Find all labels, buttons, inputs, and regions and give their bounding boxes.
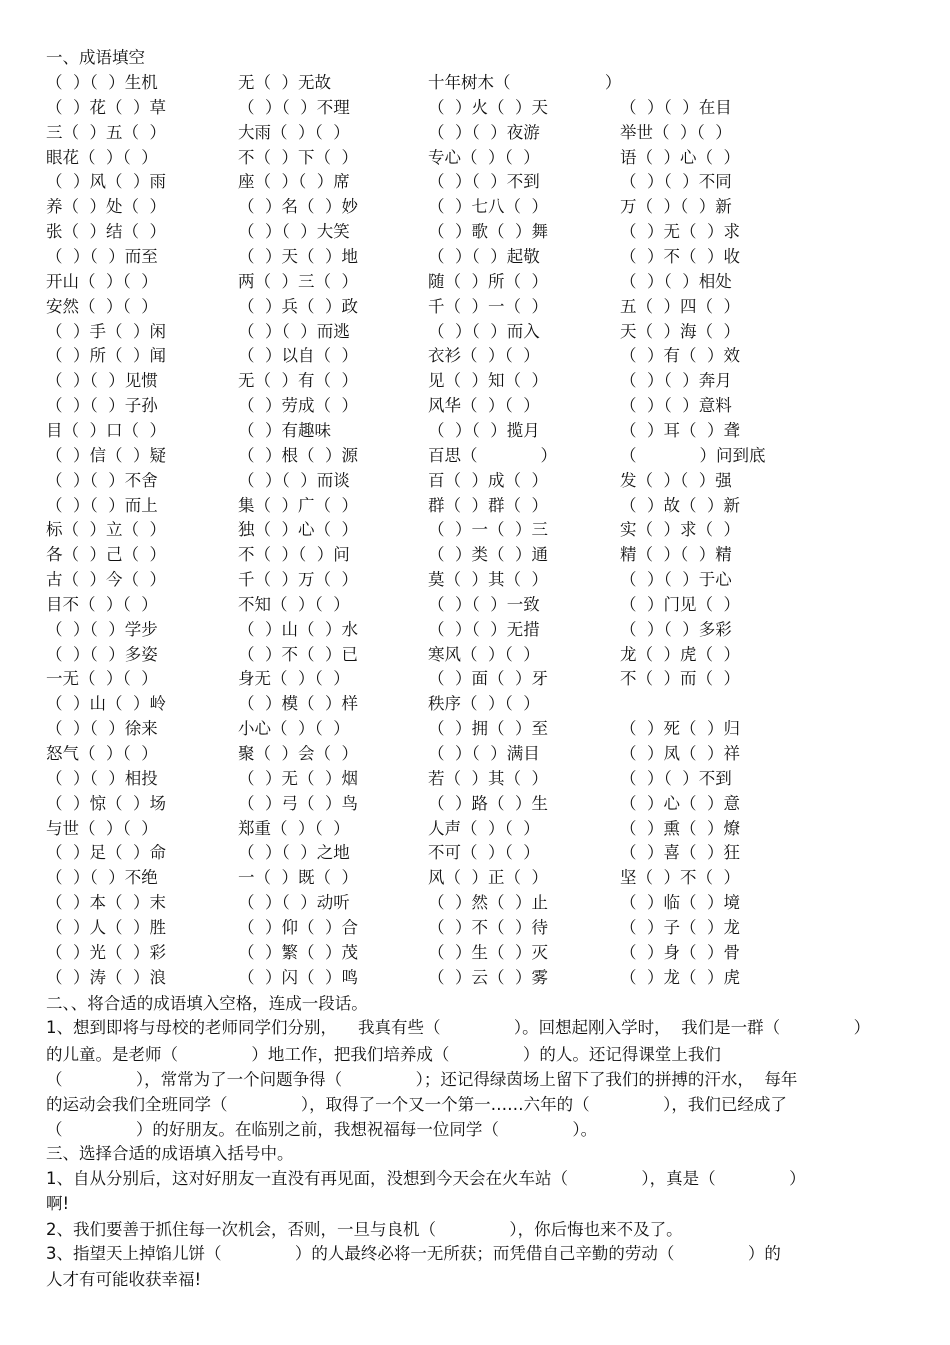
idiom-blank: 目不（ ）（ ）	[46, 594, 158, 614]
idiom-row	[0, 220, 950, 244]
idiom-row	[0, 121, 950, 145]
idiom-row	[0, 344, 950, 368]
idiom-row	[0, 270, 950, 294]
idiom-blank: 天（ ）海（ ）	[620, 321, 740, 341]
idiom-blank: 集（ ）广（ ）	[238, 495, 358, 515]
idiom-blank: （ ）不（ ）已	[238, 644, 358, 664]
idiom-blank: （ ）有（ ）效	[620, 346, 740, 366]
idiom-blank: （ ）熏（ ）燎	[620, 818, 740, 838]
paragraph-line: 的运动会我们全班同学（ ），取得了一个又一个第一……六年的（ ），我们已经成了	[46, 1095, 787, 1114]
idiom-blank: 人声（ ）（ ）	[428, 818, 540, 838]
idiom-blank: 怒气（ ）（ ）	[46, 744, 158, 763]
idiom-row	[0, 618, 950, 642]
idiom-blank: （ ）无（ ）烟	[238, 768, 358, 788]
idiom-blank: 五（ ）四（ ）	[620, 296, 740, 316]
idiom-blank: 不（ ）而（ ）	[620, 669, 740, 689]
idiom-blank: 随（ ）所（ ）	[428, 271, 548, 291]
idiom-blank: 独（ ）心（ ）	[238, 520, 358, 540]
idiom-blank: （ ）（ ）意料	[620, 396, 732, 416]
section1-title: 一、成语填空	[46, 48, 145, 67]
idiom-blank: （ ）（ ）不到	[620, 768, 732, 788]
idiom-row	[0, 916, 950, 940]
idiom-blank: （ ）不（ ）收	[620, 247, 740, 266]
idiom-blank: （ ）兵（ ）政	[238, 296, 358, 316]
idiom-row	[0, 817, 950, 841]
idiom-blank: 不（ ）（ ）问	[238, 545, 350, 565]
idiom-blank: 坚（ ）不（ ）	[620, 868, 740, 888]
idiom-row	[0, 841, 950, 865]
idiom-blank: 眼花（ ）（ ）	[46, 147, 158, 167]
question-line: 1、自从分别后，这对好朋友一直没有再见面，没想到今天会在火车站（ ），真是（ ）	[46, 1169, 806, 1188]
question-line: 3、指望天上掉馅儿饼（ ）的人最终必将一无所获；而凭借自己辛勤的劳动（ ）的	[46, 1244, 781, 1263]
idiom-blank: 若（ ）其（ ）	[428, 768, 548, 788]
idiom-blank: 精（ ）（ ）精	[620, 545, 732, 565]
idiom-row	[0, 146, 950, 170]
idiom-row	[0, 71, 950, 95]
idiom-blank: （ ）（ ）不同	[620, 172, 732, 192]
idiom-blank: 秩序（ ）（ ）	[428, 694, 540, 714]
idiom-blank: （ ）（ ）大笑	[238, 222, 350, 242]
idiom-blank: 一（ ）既（ ）	[238, 868, 358, 888]
idiom-blank: （ ）本（ ）末	[46, 893, 166, 913]
idiom-row	[0, 419, 950, 443]
idiom-row	[0, 717, 950, 741]
section3-title: 三、选择合适的成语填入括号中。	[46, 1144, 294, 1163]
idiom-blank: （ ）身（ ）骨	[620, 942, 740, 962]
idiom-blank: 万（ ）（ ）新	[620, 197, 732, 217]
idiom-blank: （ ）天（ ）地	[238, 247, 358, 266]
idiom-blank: （ ）（ ）学步	[46, 619, 158, 639]
idiom-blank: （ ）（ ）徐来	[46, 719, 158, 739]
idiom-blank: 专心（ ）（ ）	[428, 147, 540, 167]
idiom-blank: 座（ ）（ ）席	[238, 172, 350, 192]
idiom-row	[0, 792, 950, 816]
idiom-blank: 百思（ ）	[428, 445, 557, 465]
idiom-blank: 三（ ）五（ ）	[46, 122, 166, 142]
idiom-blank: （ ）（ ）夜游	[428, 122, 540, 142]
idiom-blank: （ ）（ ）见惯	[46, 371, 158, 391]
idiom-blank: （ ）山（ ）岭	[46, 694, 166, 714]
idiom-blank: 张（ ）结（ ）	[46, 222, 166, 242]
question-line: 啊!	[46, 1194, 70, 1213]
idiom-blank: （ ）（ ）奔月	[620, 371, 732, 391]
idiom-row	[0, 295, 950, 319]
question-line: 人才有可能收获幸福!	[46, 1270, 202, 1289]
idiom-blank: （ ）然（ ）止	[428, 893, 548, 913]
idiom-blank: （ ）山（ ）水	[238, 619, 358, 639]
idiom-blank: （ ）（ ）起敬	[428, 247, 540, 266]
idiom-row	[0, 891, 950, 915]
idiom-blank: （ ）（ ）之地	[238, 843, 350, 863]
paragraph-line: （ ）的好朋友。在临别之前，我想祝福每一位同学（ ）。	[46, 1120, 598, 1139]
idiom-blank: （ ）心（ ）意	[620, 793, 740, 813]
idiom-blank: （ ）（ ）动听	[238, 893, 350, 913]
idiom-blank: （ ）繁（ ）茂	[238, 942, 358, 962]
idiom-blank: 一无（ ）（ ）	[46, 669, 158, 689]
section2-title: 二、、将合适的成语填入空格，连成一段话。	[46, 994, 368, 1013]
question-line: 2、我们要善于抓住每一次机会，否则，一旦与良机（ ），你后悔也来不及了。	[46, 1220, 683, 1239]
idiom-blank: （ ）花（ ）草	[46, 97, 166, 117]
idiom-blank: 目（ ）口（ ）	[46, 420, 166, 440]
idiom-blank: 群（ ）群（ ）	[428, 495, 548, 515]
idiom-blank: （ ）（ ）而至	[46, 247, 158, 266]
idiom-blank: （ ）劳成（ ）	[238, 396, 358, 416]
idiom-blank: 十年树木（ ）	[428, 73, 622, 92]
idiom-blank: （ ）风（ ）雨	[46, 172, 166, 192]
idiom-row	[0, 866, 950, 890]
idiom-blank: （ ）子（ ）龙	[620, 917, 740, 937]
idiom-blank: （ ）拥（ ）至	[428, 719, 548, 739]
idiom-blank: （ ）生（ ）灭	[428, 942, 548, 962]
idiom-blank: （ ）火（ ）天	[428, 97, 548, 117]
idiom-blank: （ ）（ ）揽月	[428, 420, 540, 440]
idiom-blank: 各（ ）己（ ）	[46, 545, 166, 565]
idiom-row	[0, 692, 950, 716]
idiom-row	[0, 518, 950, 542]
idiom-row	[0, 667, 950, 691]
idiom-blank: （ ）（ ）多彩	[620, 619, 732, 639]
idiom-blank: 大雨（ ）（ ）	[238, 122, 350, 142]
idiom-blank: 两（ ）三（ ）	[238, 271, 358, 291]
idiom-blank: 无（ ）无故	[238, 73, 331, 92]
idiom-blank: （ ）类（ ）通	[428, 545, 548, 565]
idiom-blank: 实（ ）求（ ）	[620, 520, 740, 540]
idiom-blank: （ ）以自（ ）	[238, 346, 358, 366]
idiom-blank: 不（ ）下（ ）	[238, 147, 358, 167]
idiom-blank: （ ）门见（ ）	[620, 594, 740, 614]
idiom-blank: （ ）（ ）生机	[46, 73, 158, 92]
idiom-blank: （ ）耳（ ）聋	[620, 420, 740, 440]
idiom-row	[0, 941, 950, 965]
idiom-row	[0, 394, 950, 418]
idiom-row	[0, 742, 950, 766]
idiom-row	[0, 170, 950, 194]
idiom-blank: （ ）（ ）不绝	[46, 868, 158, 888]
idiom-blank: （ ）龙（ ）虎	[620, 967, 740, 987]
idiom-blank: （ ）足（ ）命	[46, 843, 166, 863]
idiom-blank: （ ）（ ）在目	[620, 97, 732, 117]
idiom-row	[0, 320, 950, 344]
idiom-blank: （ ）（ ）不舍	[46, 470, 158, 490]
idiom-blank: 标（ ）立（ ）	[46, 520, 166, 540]
idiom-blank: （ ）手（ ）闲	[46, 321, 166, 341]
idiom-blank: 小心（ ）（ ）	[238, 719, 350, 739]
idiom-blank: 百（ ）成（ ）	[428, 470, 548, 490]
idiom-blank: （ ）凤（ ）祥	[620, 744, 740, 763]
idiom-blank: （ ）有趣味	[238, 420, 331, 440]
idiom-blank: （ ）所（ ）闻	[46, 346, 166, 366]
idiom-blank: （ ）光（ ）彩	[46, 942, 166, 962]
idiom-blank: （ ）（ ）相处	[620, 271, 732, 291]
idiom-blank: （ ）（ ）而逃	[238, 321, 350, 341]
idiom-blank: （ ）（ ）相投	[46, 768, 158, 788]
idiom-blank: 无（ ）有（ ）	[238, 371, 358, 391]
idiom-blank: （ ）仰（ ）合	[238, 917, 358, 937]
idiom-blank: （ ）（ ）一致	[428, 594, 540, 614]
idiom-row	[0, 245, 950, 269]
idiom-blank: （ ）（ ）而入	[428, 321, 540, 341]
idiom-row	[0, 568, 950, 592]
idiom-blank: （ ）（ ）于心	[620, 570, 732, 589]
idiom-row	[0, 369, 950, 393]
idiom-blank: （ ）（ ）无措	[428, 619, 540, 639]
idiom-blank: （ ）（ ）多姿	[46, 644, 158, 664]
idiom-blank: 不可（ ）（ ）	[428, 843, 540, 863]
idiom-row	[0, 543, 950, 567]
idiom-blank: （ ）喜（ ）狂	[620, 843, 740, 863]
idiom-blank: （ ）涛（ ）浪	[46, 967, 166, 987]
idiom-blank: （ ）临（ ）境	[620, 893, 740, 913]
idiom-blank: （ ）（ ）而谈	[238, 470, 350, 490]
idiom-blank: （ ）人（ ）胜	[46, 917, 166, 937]
idiom-blank: 风华（ ）（ ）	[428, 396, 540, 416]
idiom-blank: 风（ ）正（ ）	[428, 868, 548, 888]
idiom-blank: （ ）（ ）而上	[46, 495, 158, 515]
idiom-row	[0, 494, 950, 518]
idiom-blank: 身无（ ）（ ）	[238, 669, 350, 689]
idiom-blank: （ ）根（ ）源	[238, 445, 358, 465]
paragraph-line: 1、想到即将与母校的老师同学们分别， 我真有些（ ）。回想起刚入学时， 我们是一群（ ）	[46, 1018, 871, 1037]
idiom-blank: 寒风（ ）（ ）	[428, 644, 540, 664]
paragraph-line: 的儿童。是老师（ ）地工作，把我们培养成（ ）的人。还记得课堂上我们	[46, 1045, 721, 1064]
idiom-blank: 千（ ）一（ ）	[428, 296, 548, 316]
idiom-row	[0, 767, 950, 791]
idiom-blank: （ ）一（ ）三	[428, 520, 548, 540]
idiom-blank: （ ）闪（ ）鸣	[238, 967, 358, 987]
idiom-blank: 安然（ ）（ ）	[46, 296, 158, 316]
idiom-row	[0, 96, 950, 120]
idiom-row	[0, 444, 950, 468]
idiom-blank: （ ）面（ ）牙	[428, 669, 548, 689]
idiom-row	[0, 643, 950, 667]
idiom-row	[0, 469, 950, 493]
idiom-blank: （ ）歌（ ）舞	[428, 222, 548, 242]
idiom-blank: 千（ ）万（ ）	[238, 570, 358, 589]
idiom-row	[0, 593, 950, 617]
idiom-blank: （ ）无（ ）求	[620, 222, 740, 242]
idiom-blank: （ ）不（ ）待	[428, 917, 548, 937]
idiom-row	[0, 195, 950, 219]
idiom-blank: （ ）七八（ ）	[428, 197, 548, 217]
idiom-blank: （ ）（ ）不到	[428, 172, 540, 192]
idiom-blank: （ ）模（ ）样	[238, 694, 358, 714]
idiom-blank: （ ）信（ ）疑	[46, 445, 166, 465]
paragraph-line: （ ），常常为了一个问题争得（ ）；还记得绿茵场上留下了我们的拼搏的汗水， 每年	[46, 1070, 798, 1089]
idiom-blank: （ ）惊（ ）场	[46, 793, 166, 813]
idiom-blank: 莫（ ）其（ ）	[428, 570, 548, 589]
idiom-blank: 见（ ）知（ ）	[428, 371, 548, 391]
idiom-blank: （ ）名（ ）妙	[238, 197, 358, 217]
idiom-blank: 古（ ）今（ ）	[46, 570, 166, 589]
idiom-blank: 发（ ）（ ）强	[620, 470, 732, 490]
idiom-blank: 养（ ）处（ ）	[46, 197, 166, 217]
idiom-blank: （ ）弓（ ）鸟	[238, 793, 358, 813]
idiom-blank: 龙（ ）虎（ ）	[620, 644, 740, 664]
idiom-blank: 聚（ ）会（ ）	[238, 744, 358, 763]
idiom-blank: （ ）故（ ）新	[620, 495, 740, 515]
idiom-blank: 与世（ ）（ ）	[46, 818, 158, 838]
idiom-blank: （ ）（ ）子孙	[46, 396, 158, 416]
idiom-blank: 语（ ）心（ ）	[620, 147, 740, 167]
idiom-blank: （ ）问到底	[620, 445, 766, 465]
idiom-blank: （ ）死（ ）归	[620, 719, 740, 739]
idiom-blank: （ ）路（ ）生	[428, 793, 548, 813]
idiom-blank: 郑重（ ）（ ）	[238, 818, 350, 838]
idiom-blank: 开山（ ）（ ）	[46, 271, 158, 291]
idiom-blank: （ ）（ ）满目	[428, 744, 540, 763]
idiom-row	[0, 966, 950, 990]
idiom-blank: 不知（ ）（ ）	[238, 594, 350, 614]
idiom-blank: 举世（ ）（ ）	[620, 122, 732, 142]
idiom-blank: 衣衫（ ）（ ）	[428, 346, 540, 366]
idiom-blank: （ ）云（ ）雾	[428, 967, 548, 987]
idiom-blank: （ ）（ ）不理	[238, 97, 350, 117]
